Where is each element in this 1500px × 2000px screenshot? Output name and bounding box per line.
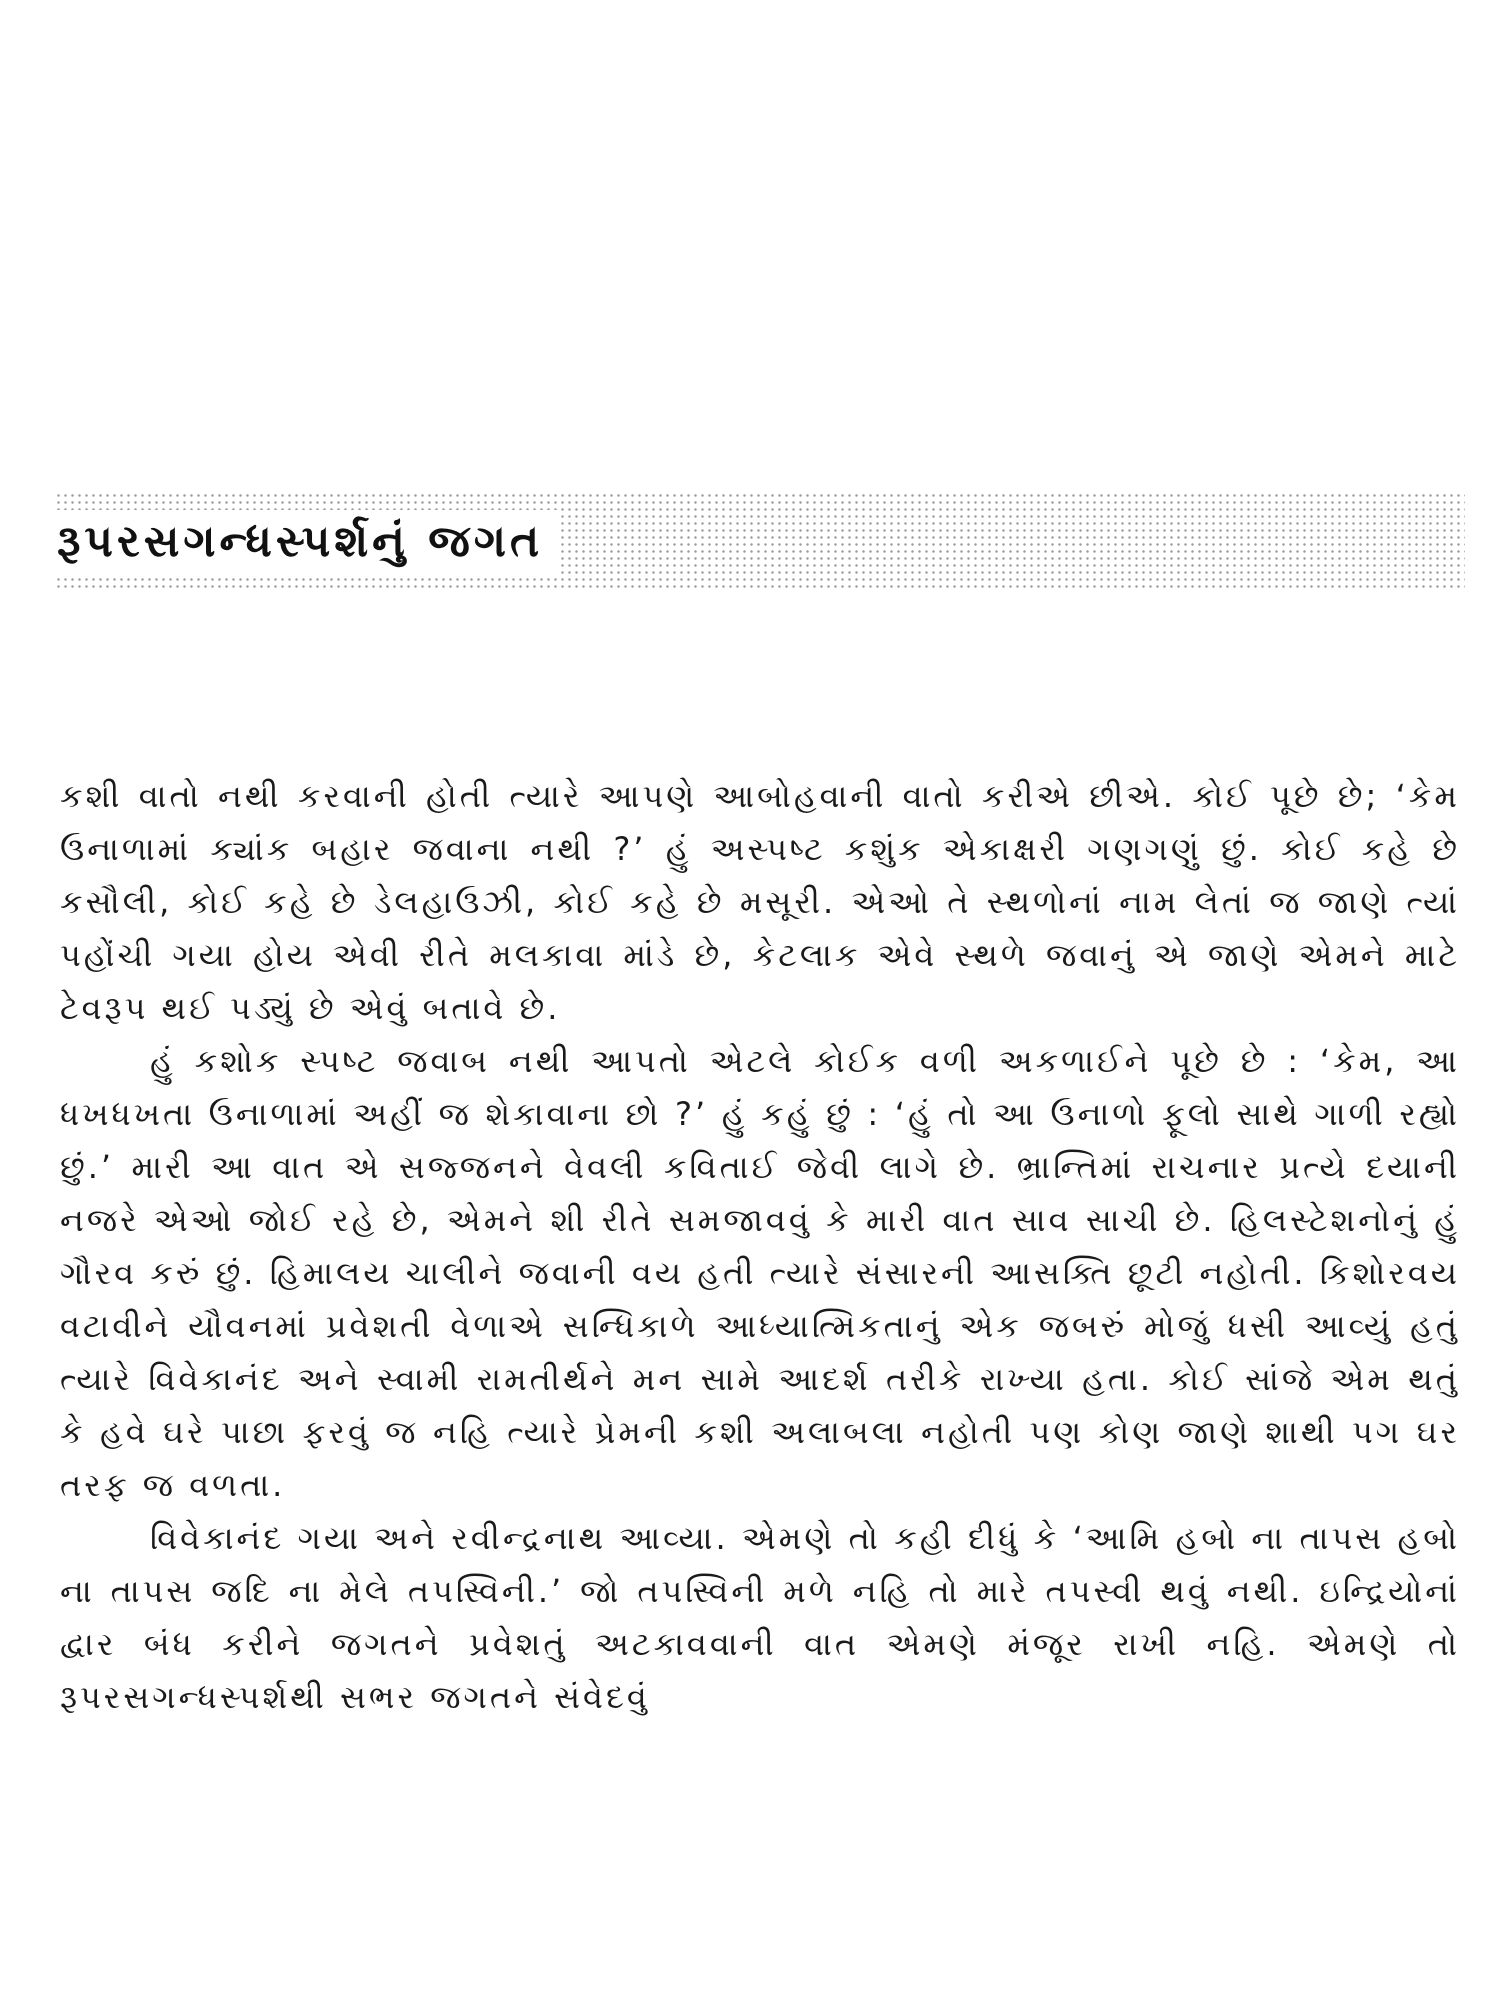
chapter-title-band bbox=[55, 492, 1465, 592]
paragraph-2: હું કશોક સ્પષ્ટ જવાબ નથી આપતો એટલે કોઈક વળી અકળાઈને પૂછે છે : ‘કેમ, આ ધખધખતા ઉનાળામાં અહીં જ શેકાવાના છો ?’ હું કહું છું : ‘હું તો આ ઉનાળો ફૂલો સાથે ગાળી રહ્યો છું.’ મારી આ વાત એ સજ્જનને વેવલી કવિતાઈ જેવી લાગે છે. ભ્રાન્તિમાં રાચનાર પ્રત્યે દયાની નજરે એઓ જોઈ રહે છે, એમને શી રીતે સમજાવવું કે મારી વાત સાવ સાચી છે. હિલસ્ટેશનોનું હું ગૌરવ કરું છું. હિમાલય ચાલીને જવાની વય હતી ત્યારે સંસારની આસક્તિ છૂટી નહોતી. કિશોરવય વટાવીને યૌવનમાં પ્રવેશતી વેળાએ સન્ધિકાળે આધ્યાત્મિકતાનું એક જબરું મોજું ધસી આવ્યું હતું ત્યારે વિવેકાનંદ અને સ્વામી રામતીર્થને મન સામે આદર્શ તરીકે રાખ્યા હતા. કોઈ સાંજે એમ થતું કે હવે ઘરે પાછા ફરવું જ નહિ ત્યારે પ્રેમની કશી અલાબલા નહોતી પણ કોણ જાણે શાથી પગ ઘર તરફ જ વળતા. bbox=[60, 1042, 1460, 1504]
chapter-title: રૂપરસગન્ધસ્પર્શનું જગત bbox=[55, 510, 561, 574]
paragraph-1: કશી વાતો નથી કરવાની હોતી ત્યારે આપણે આબોહવાની વાતો કરીએ છીએ. કોઈ પૂછે છે; ‘કેમ ઉનાળામાં ક્યાંક બહાર જવાના નથી ?’ હું અસ્પષ્ટ કશુંક એકાક્ષરી ગણગણું છું. કોઈ કહે છે કસૌલી, કોઈ કહે છે ડેલહાઉઝી, કોઈ કહે છે મસૂરી. એઓ તે સ્થળોનાં નામ લેતાં જ જાણે ત્યાં પહોંચી ગયા હોય એવી રીતે મલકાવા માંડે છે, કેટલાક એવે સ્થળે જવાનું એ જાણે એમને માટે ટેવરૂપ થઈ પડ્યું છે એવું બતાવે છે. bbox=[60, 777, 1460, 1027]
chapter-body bbox=[60, 770, 1460, 1724]
paragraph-3: વિવેકાનંદ ગયા અને રવીન્દ્રનાથ આવ્યા. એમણે તો કહી દીધું કે ‘આમિ હબો ના તાપસ હબો ના તાપસ જદિ ના મેલે તપસ્વિની.’ જો તપસ્વિની મળે નહિ તો મારે તપસ્વી થવું નથી. ઇન્દ્રિયોનાં દ્વાર બંધ કરીને જગતને પ્રવેશતું અટકાવવાની વાત એમણે મંજૂર રાખી નહિ. એમણે તો રૂપરસગન્ધસ્પર્શથી સભર જગતને સંવેદવું bbox=[60, 1519, 1460, 1716]
